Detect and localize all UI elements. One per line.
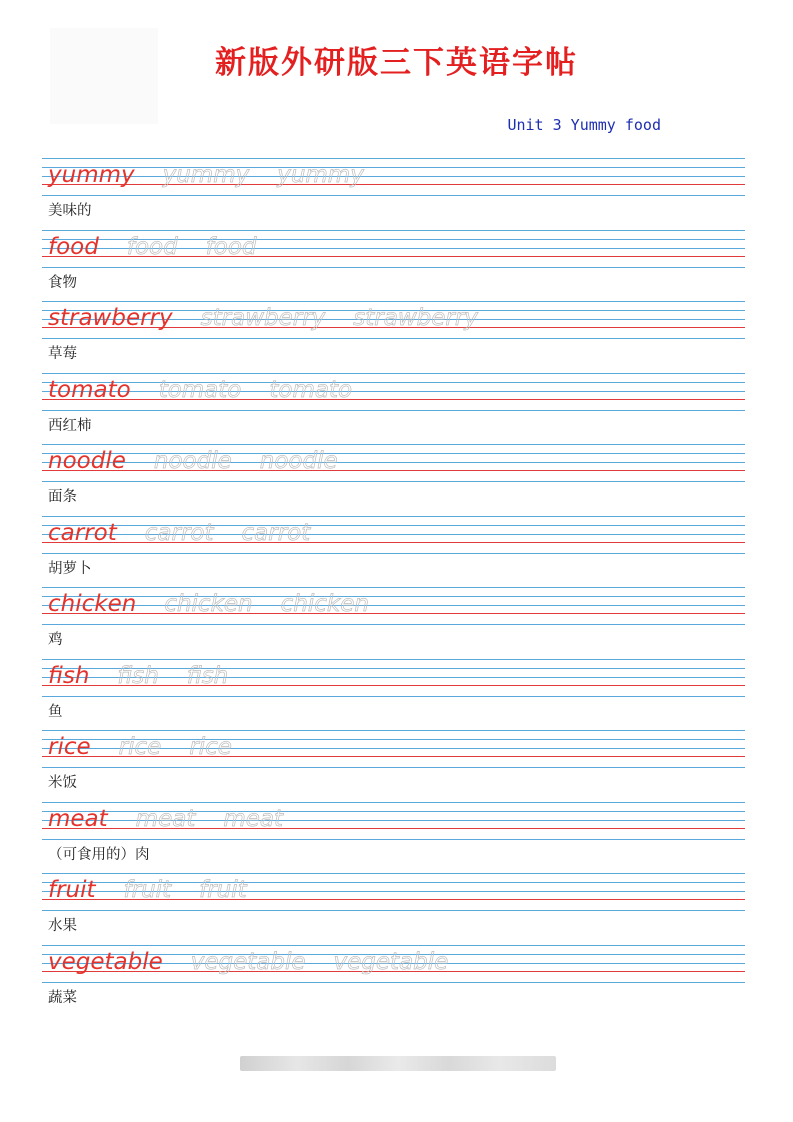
word-meaning: 蔬菜 — [48, 989, 77, 1006]
word-meaning: 食物 — [48, 274, 77, 291]
word-trace: food — [205, 233, 257, 260]
guide-line-top — [42, 802, 745, 803]
guide-line-bottom — [42, 553, 745, 554]
guide-line-bottom — [42, 982, 745, 983]
word-model: meat — [48, 805, 108, 832]
guide-line-bottom — [42, 839, 745, 840]
guide-line-bottom — [42, 481, 745, 482]
word-trace: noodle — [153, 448, 232, 474]
word-trace: rice — [189, 734, 232, 760]
word-meaning: 米饭 — [48, 775, 77, 791]
word-row — [48, 661, 228, 691]
practice-entry — [42, 728, 745, 800]
word-trace: fruit — [199, 877, 247, 903]
word-model: food — [48, 233, 99, 260]
guide-line-top — [42, 301, 745, 302]
guide-line-bottom — [42, 267, 745, 268]
word-model: tomato — [48, 376, 131, 403]
word-trace: rice — [118, 734, 162, 760]
practice-entry — [42, 156, 745, 228]
unit-subtitle: Unit 3 Yummy food — [507, 116, 661, 134]
guide-line-top — [42, 444, 745, 445]
practice-entry — [42, 585, 745, 657]
word-row — [48, 518, 310, 548]
practice-entry — [42, 657, 745, 729]
guide-line-top — [42, 230, 745, 231]
guide-line-top — [42, 945, 745, 946]
practice-entry — [42, 514, 745, 586]
word-trace: meat — [223, 805, 284, 832]
word-row — [48, 375, 352, 405]
word-row — [48, 875, 247, 905]
practice-entry — [42, 299, 745, 371]
footer-watermark — [240, 1056, 556, 1071]
word-model: chicken — [48, 591, 137, 617]
guide-line-bottom — [42, 338, 745, 339]
word-trace: fish — [186, 662, 229, 689]
word-model: fish — [48, 662, 90, 689]
word-row — [48, 589, 369, 619]
word-meaning: 鸡 — [48, 632, 63, 648]
word-trace: yummy — [162, 162, 250, 188]
word-meaning: 面条 — [48, 489, 77, 505]
word-trace: meat — [135, 805, 196, 832]
page-title: 新版外研版三下英语字帖 — [215, 45, 578, 81]
word-trace: fruit — [123, 877, 172, 903]
word-trace: tomato — [269, 376, 353, 403]
word-trace: tomato — [158, 376, 242, 403]
word-row — [48, 732, 232, 762]
guide-line-top — [42, 516, 745, 517]
practice-entry — [42, 228, 745, 300]
word-meaning: 水果 — [48, 918, 77, 934]
word-model: fruit — [48, 877, 96, 903]
word-trace: carrot — [241, 519, 311, 546]
practice-entry — [42, 800, 745, 872]
word-model: rice — [48, 734, 91, 760]
guide-line-top — [42, 730, 745, 731]
word-row — [48, 804, 283, 834]
guide-line-bottom — [42, 195, 745, 196]
word-meaning: 美味的 — [48, 203, 92, 219]
word-model: carrot — [48, 519, 117, 546]
guide-line-bottom — [42, 624, 745, 625]
word-model: yummy — [48, 162, 135, 188]
word-trace: strawberry — [353, 305, 478, 331]
word-meaning: 鱼 — [48, 703, 63, 720]
practice-entry — [42, 943, 745, 1015]
word-meaning: （可食用的）肉 — [48, 846, 150, 863]
word-row — [48, 947, 448, 977]
word-row — [48, 232, 257, 262]
guide-line-top — [42, 873, 745, 874]
word-trace: noodle — [259, 448, 338, 474]
guide-line-top — [42, 587, 745, 588]
word-trace: fish — [117, 662, 159, 689]
guide-line-top — [42, 373, 745, 374]
word-trace: yummy — [277, 162, 364, 188]
word-model: strawberry — [48, 305, 173, 331]
word-trace: carrot — [144, 519, 214, 546]
word-trace: strawberry — [200, 305, 326, 331]
word-trace: chicken — [164, 591, 253, 617]
guide-line-bottom — [42, 410, 745, 411]
practice-entry — [42, 871, 745, 943]
guide-line-top — [42, 158, 745, 159]
word-trace: chicken — [280, 591, 369, 617]
word-row — [48, 303, 478, 333]
practice-entry — [42, 442, 745, 514]
word-trace: vegetable — [190, 948, 306, 975]
guide-line-bottom — [42, 767, 745, 768]
practice-entry — [42, 371, 745, 443]
practice-sheet — [42, 156, 745, 1014]
word-meaning: 西红柿 — [48, 417, 92, 434]
guide-line-bottom — [42, 910, 745, 911]
word-model: vegetable — [48, 948, 163, 975]
guide-line-bottom — [42, 696, 745, 697]
word-row — [48, 160, 364, 190]
word-trace: food — [126, 233, 178, 260]
word-meaning: 草莓 — [48, 346, 77, 362]
word-model: noodle — [48, 448, 126, 474]
word-meaning: 胡萝卜 — [48, 560, 92, 577]
word-row — [48, 446, 338, 476]
guide-line-top — [42, 659, 745, 660]
word-trace: vegetable — [333, 948, 449, 975]
